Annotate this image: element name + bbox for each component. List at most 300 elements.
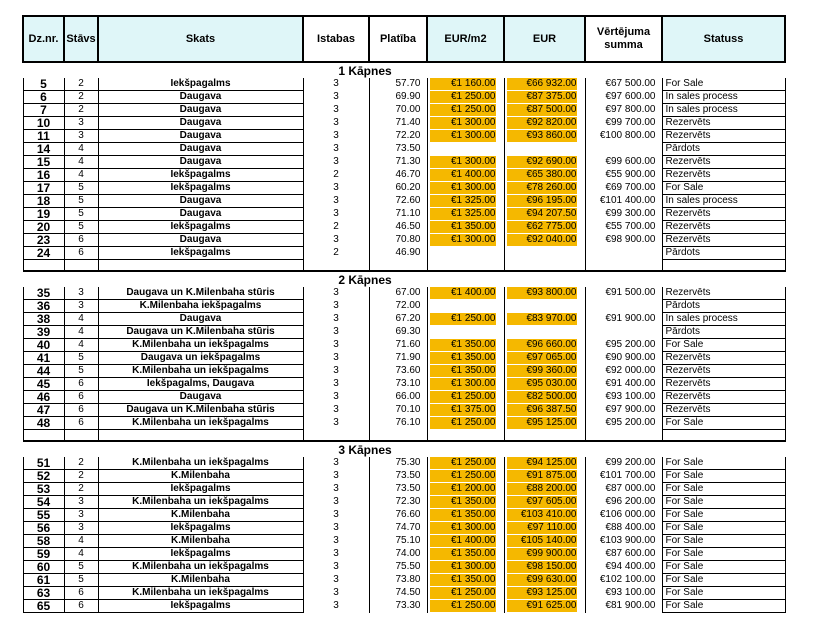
table-row bbox=[23, 339, 785, 352]
area-cell: 67.20 bbox=[369, 313, 427, 326]
rooms-cell: 3 bbox=[303, 339, 369, 352]
status-cell: Rezervēts bbox=[662, 208, 785, 221]
gap-cell bbox=[662, 260, 785, 272]
price-cell bbox=[504, 313, 585, 326]
section-gap bbox=[23, 430, 785, 442]
price-cell bbox=[504, 496, 585, 509]
price-cell-value: €87 500.00 bbox=[507, 104, 577, 116]
price-cell-value: €94 125.00 bbox=[507, 457, 577, 469]
price-cell bbox=[504, 378, 585, 391]
view-cell: Daugava bbox=[98, 117, 303, 130]
rooms-cell: 3 bbox=[303, 365, 369, 378]
price-per-m2-cell-value: €1 350.00 bbox=[430, 339, 496, 351]
apartment-number: 52 bbox=[23, 470, 64, 483]
view-cell: Iekšpagalms bbox=[98, 78, 303, 91]
header-price-m2: EUR/m2 bbox=[427, 16, 504, 62]
section-header-cell bbox=[662, 441, 785, 457]
view-cell: Daugava bbox=[98, 104, 303, 117]
price-per-m2-cell-value: €1 350.00 bbox=[430, 509, 496, 521]
apartment-number: 15 bbox=[23, 156, 64, 169]
price-cell-value: €91 625.00 bbox=[507, 600, 577, 612]
apartment-number: 23 bbox=[23, 234, 64, 247]
price-cell bbox=[504, 417, 585, 430]
price-per-m2-cell bbox=[427, 195, 504, 208]
view-cell: Iekšpagalms bbox=[98, 548, 303, 561]
status-cell: Pārdots bbox=[662, 247, 785, 260]
table-row bbox=[23, 496, 785, 509]
price-per-m2-cell bbox=[427, 352, 504, 365]
price-cell bbox=[504, 522, 585, 535]
price-per-m2-cell-value: €1 350.00 bbox=[430, 574, 496, 586]
status-cell: For Sale bbox=[662, 587, 785, 600]
view-cell: Iekšpagalms bbox=[98, 483, 303, 496]
section-header-cell bbox=[585, 271, 662, 287]
status-cell: For Sale bbox=[662, 509, 785, 522]
view-cell: Daugava bbox=[98, 195, 303, 208]
price-per-m2-cell bbox=[427, 169, 504, 182]
view-cell: Iekšpagalms bbox=[98, 221, 303, 234]
apartment-number: 44 bbox=[23, 365, 64, 378]
status-cell: For Sale bbox=[662, 535, 785, 548]
floor-cell: 6 bbox=[64, 417, 98, 430]
price-per-m2-cell bbox=[427, 130, 504, 143]
status-cell: For Sale bbox=[662, 561, 785, 574]
table-row bbox=[23, 535, 785, 548]
price-per-m2-cell-value: €1 350.00 bbox=[430, 496, 496, 508]
apartment-number: 53 bbox=[23, 483, 64, 496]
price-per-m2-cell bbox=[427, 483, 504, 496]
price-per-m2-cell-value: €1 300.00 bbox=[430, 234, 496, 246]
area-cell: 74.70 bbox=[369, 522, 427, 535]
valuation-cell: €103 900.00 bbox=[585, 535, 662, 548]
section-header bbox=[23, 441, 785, 457]
floor-cell: 6 bbox=[64, 391, 98, 404]
price-per-m2-cell-value: €1 250.00 bbox=[430, 104, 496, 116]
rooms-cell: 3 bbox=[303, 457, 369, 470]
rooms-cell: 3 bbox=[303, 130, 369, 143]
gap-cell bbox=[662, 430, 785, 442]
price-cell-value: €92 040.00 bbox=[507, 234, 577, 246]
view-cell: Daugava bbox=[98, 130, 303, 143]
section-title: 1 Kāpnes bbox=[303, 62, 427, 78]
valuation-cell: €87 000.00 bbox=[585, 483, 662, 496]
rooms-cell: 3 bbox=[303, 600, 369, 613]
status-cell: For Sale bbox=[662, 182, 785, 195]
table-row bbox=[23, 365, 785, 378]
area-cell: 73.60 bbox=[369, 365, 427, 378]
floor-cell: 6 bbox=[64, 600, 98, 613]
table-row bbox=[23, 352, 785, 365]
section-header-cell bbox=[98, 441, 303, 457]
apartment-number: 18 bbox=[23, 195, 64, 208]
status-cell: Pārdots bbox=[662, 326, 785, 339]
valuation-cell: €91 900.00 bbox=[585, 313, 662, 326]
view-cell: K.Milenbaha bbox=[98, 470, 303, 483]
floor-cell: 2 bbox=[64, 457, 98, 470]
apartment-number: 5 bbox=[23, 78, 64, 91]
table-row bbox=[23, 313, 785, 326]
floor-cell: 4 bbox=[64, 326, 98, 339]
price-per-m2-cell-value: €1 250.00 bbox=[430, 457, 496, 469]
price-cell bbox=[504, 509, 585, 522]
rooms-cell: 3 bbox=[303, 313, 369, 326]
price-cell bbox=[504, 326, 585, 339]
table-row bbox=[23, 300, 785, 313]
status-cell: For Sale bbox=[662, 522, 785, 535]
price-per-m2-cell bbox=[427, 234, 504, 247]
apartment-number: 17 bbox=[23, 182, 64, 195]
price-per-m2-cell bbox=[427, 78, 504, 91]
apartment-number: 46 bbox=[23, 391, 64, 404]
area-cell: 71.90 bbox=[369, 352, 427, 365]
gap-cell bbox=[303, 260, 369, 272]
area-cell: 72.00 bbox=[369, 300, 427, 313]
price-per-m2-cell bbox=[427, 548, 504, 561]
view-cell: K.Milenbaha bbox=[98, 574, 303, 587]
rooms-cell: 3 bbox=[303, 496, 369, 509]
valuation-cell: €95 200.00 bbox=[585, 417, 662, 430]
price-cell-value: €93 800.00 bbox=[507, 287, 577, 299]
status-cell: Rezervēts bbox=[662, 234, 785, 247]
valuation-cell bbox=[585, 326, 662, 339]
price-cell bbox=[504, 300, 585, 313]
price-cell bbox=[504, 339, 585, 352]
valuation-cell: €93 100.00 bbox=[585, 587, 662, 600]
area-cell: 74.50 bbox=[369, 587, 427, 600]
area-cell: 67.00 bbox=[369, 287, 427, 300]
price-per-m2-cell-value: €1 250.00 bbox=[430, 391, 496, 403]
table-row bbox=[23, 195, 785, 208]
price-cell bbox=[504, 574, 585, 587]
price-per-m2-cell-value: €1 350.00 bbox=[430, 221, 496, 233]
gap-cell bbox=[64, 430, 98, 442]
price-cell bbox=[504, 182, 585, 195]
gap-cell bbox=[369, 430, 427, 442]
valuation-cell: €99 700.00 bbox=[585, 117, 662, 130]
price-cell bbox=[504, 234, 585, 247]
price-cell-value: €91 875.00 bbox=[507, 470, 577, 482]
table-row bbox=[23, 574, 785, 587]
rooms-cell: 3 bbox=[303, 208, 369, 221]
table-row bbox=[23, 117, 785, 130]
status-cell: For Sale bbox=[662, 457, 785, 470]
apartment-number: 40 bbox=[23, 339, 64, 352]
price-per-m2-cell bbox=[427, 496, 504, 509]
section-header-cell bbox=[662, 271, 785, 287]
apartment-number: 11 bbox=[23, 130, 64, 143]
floor-cell: 4 bbox=[64, 313, 98, 326]
rooms-cell: 3 bbox=[303, 234, 369, 247]
apartment-number: 45 bbox=[23, 378, 64, 391]
header-price: EUR bbox=[504, 16, 585, 62]
price-per-m2-cell-value: €1 300.00 bbox=[430, 156, 496, 168]
gap-cell bbox=[504, 430, 585, 442]
view-cell: K.Milenbaha iekšpagalms bbox=[98, 300, 303, 313]
rooms-cell: 3 bbox=[303, 104, 369, 117]
area-cell: 69.90 bbox=[369, 91, 427, 104]
gap-cell bbox=[98, 430, 303, 442]
price-per-m2-cell bbox=[427, 221, 504, 234]
valuation-cell: €92 000.00 bbox=[585, 365, 662, 378]
area-cell: 69.30 bbox=[369, 326, 427, 339]
apartment-number: 54 bbox=[23, 496, 64, 509]
price-cell-value: €78 260.00 bbox=[507, 182, 577, 194]
valuation-cell: €69 700.00 bbox=[585, 182, 662, 195]
status-cell: For Sale bbox=[662, 417, 785, 430]
price-per-m2-cell bbox=[427, 391, 504, 404]
status-cell: In sales process bbox=[662, 91, 785, 104]
price-cell bbox=[504, 561, 585, 574]
status-cell: Rezervēts bbox=[662, 391, 785, 404]
area-cell: 60.20 bbox=[369, 182, 427, 195]
table-row bbox=[23, 391, 785, 404]
valuation-cell: €93 100.00 bbox=[585, 391, 662, 404]
price-cell-value: €65 380.00 bbox=[507, 169, 577, 181]
floor-cell: 3 bbox=[64, 509, 98, 522]
price-per-m2-cell bbox=[427, 326, 504, 339]
status-cell: For Sale bbox=[662, 496, 785, 509]
table-row bbox=[23, 561, 785, 574]
apartment-number: 63 bbox=[23, 587, 64, 600]
apartment-number: 47 bbox=[23, 404, 64, 417]
price-cell-value: €99 360.00 bbox=[507, 365, 577, 377]
view-cell: Daugava bbox=[98, 91, 303, 104]
floor-cell: 3 bbox=[64, 130, 98, 143]
apartment-price-list bbox=[22, 15, 784, 613]
price-cell bbox=[504, 104, 585, 117]
status-cell: Rezervēts bbox=[662, 169, 785, 182]
price-per-m2-cell bbox=[427, 182, 504, 195]
section-header-cell bbox=[64, 271, 98, 287]
price-cell bbox=[504, 352, 585, 365]
view-cell: K.Milenbaha un iekšpagalms bbox=[98, 365, 303, 378]
valuation-cell bbox=[585, 300, 662, 313]
gap-cell bbox=[64, 260, 98, 272]
price-cell-value: €98 150.00 bbox=[507, 561, 577, 573]
price-cell-value: €93 125.00 bbox=[507, 587, 577, 599]
price-cell bbox=[504, 117, 585, 130]
section-header-cell bbox=[23, 271, 64, 287]
table-row bbox=[23, 417, 785, 430]
status-cell: For Sale bbox=[662, 483, 785, 496]
area-cell: 75.10 bbox=[369, 535, 427, 548]
area-cell: 75.30 bbox=[369, 457, 427, 470]
header-row bbox=[23, 16, 785, 62]
rooms-cell: 3 bbox=[303, 470, 369, 483]
table-row bbox=[23, 130, 785, 143]
valuation-cell: €88 400.00 bbox=[585, 522, 662, 535]
rooms-cell: 3 bbox=[303, 535, 369, 548]
floor-cell: 5 bbox=[64, 208, 98, 221]
area-cell: 73.50 bbox=[369, 143, 427, 156]
header-floor: Stāvs bbox=[64, 16, 98, 62]
price-cell-value: €99 630.00 bbox=[507, 574, 577, 586]
price-per-m2-cell-value: €1 250.00 bbox=[430, 417, 496, 429]
section-header-cell bbox=[662, 62, 785, 78]
apartment-number: 41 bbox=[23, 352, 64, 365]
price-table bbox=[22, 15, 786, 613]
price-cell-value: €92 690.00 bbox=[507, 156, 577, 168]
apartment-number: 59 bbox=[23, 548, 64, 561]
table-row bbox=[23, 234, 785, 247]
section-header-cell bbox=[427, 62, 504, 78]
valuation-cell: €99 600.00 bbox=[585, 156, 662, 169]
price-cell bbox=[504, 195, 585, 208]
apartment-number: 65 bbox=[23, 600, 64, 613]
price-per-m2-cell bbox=[427, 247, 504, 260]
gap-cell bbox=[585, 430, 662, 442]
price-cell-value: €88 200.00 bbox=[507, 483, 577, 495]
valuation-cell: €96 200.00 bbox=[585, 496, 662, 509]
valuation-cell: €94 400.00 bbox=[585, 561, 662, 574]
area-cell: 71.10 bbox=[369, 208, 427, 221]
price-cell-value: €95 125.00 bbox=[507, 417, 577, 429]
price-cell-value: €97 065.00 bbox=[507, 352, 577, 364]
status-cell: Rezervēts bbox=[662, 156, 785, 169]
apartment-number: 16 bbox=[23, 169, 64, 182]
floor-cell: 3 bbox=[64, 522, 98, 535]
rooms-cell: 2 bbox=[303, 247, 369, 260]
price-cell bbox=[504, 483, 585, 496]
status-cell: For Sale bbox=[662, 574, 785, 587]
apartment-number: 6 bbox=[23, 91, 64, 104]
table-row bbox=[23, 509, 785, 522]
price-cell bbox=[504, 391, 585, 404]
table-row bbox=[23, 287, 785, 300]
price-per-m2-cell-value: €1 350.00 bbox=[430, 352, 496, 364]
status-cell: For Sale bbox=[662, 600, 785, 613]
price-cell-value: €105 140.00 bbox=[507, 535, 577, 547]
section-header bbox=[23, 62, 785, 78]
section-header bbox=[23, 271, 785, 287]
table-row bbox=[23, 247, 785, 260]
table-row bbox=[23, 156, 785, 169]
area-cell: 71.40 bbox=[369, 117, 427, 130]
price-per-m2-cell-value: €1 325.00 bbox=[430, 195, 496, 207]
gap-cell bbox=[427, 430, 504, 442]
view-cell: Iekšpagalms bbox=[98, 600, 303, 613]
view-cell: K.Milenbaha un iekšpagalms bbox=[98, 561, 303, 574]
floor-cell: 6 bbox=[64, 247, 98, 260]
apartment-number: 38 bbox=[23, 313, 64, 326]
apartment-number: 35 bbox=[23, 287, 64, 300]
price-cell bbox=[504, 587, 585, 600]
section-title: 2 Kāpnes bbox=[303, 271, 427, 287]
price-cell bbox=[504, 470, 585, 483]
price-cell bbox=[504, 78, 585, 91]
area-cell: 73.50 bbox=[369, 470, 427, 483]
view-cell: Daugava bbox=[98, 208, 303, 221]
area-cell: 46.70 bbox=[369, 169, 427, 182]
price-per-m2-cell bbox=[427, 91, 504, 104]
apartment-number: 48 bbox=[23, 417, 64, 430]
status-cell: For Sale bbox=[662, 78, 785, 91]
section-header-cell bbox=[504, 62, 585, 78]
rooms-cell: 3 bbox=[303, 417, 369, 430]
apartment-number: 51 bbox=[23, 457, 64, 470]
price-cell-value: €97 605.00 bbox=[507, 496, 577, 508]
view-cell: Daugava bbox=[98, 391, 303, 404]
valuation-cell: €97 800.00 bbox=[585, 104, 662, 117]
table-row bbox=[23, 457, 785, 470]
floor-cell: 4 bbox=[64, 169, 98, 182]
section-header-cell bbox=[64, 62, 98, 78]
view-cell: Daugava bbox=[98, 234, 303, 247]
valuation-cell: €99 200.00 bbox=[585, 457, 662, 470]
price-cell-value: €62 775.00 bbox=[507, 221, 577, 233]
table-row bbox=[23, 221, 785, 234]
valuation-cell: €95 200.00 bbox=[585, 339, 662, 352]
rooms-cell: 3 bbox=[303, 391, 369, 404]
rooms-cell: 3 bbox=[303, 326, 369, 339]
price-cell bbox=[504, 156, 585, 169]
price-per-m2-cell-value: €1 160.00 bbox=[430, 78, 496, 90]
view-cell: K.Milenbaha un iekšpagalms bbox=[98, 339, 303, 352]
area-cell: 73.10 bbox=[369, 378, 427, 391]
price-per-m2-cell-value: €1 300.00 bbox=[430, 182, 496, 194]
valuation-cell: €67 500.00 bbox=[585, 78, 662, 91]
floor-cell: 3 bbox=[64, 287, 98, 300]
price-cell-value: €92 820.00 bbox=[507, 117, 577, 129]
view-cell: K.Milenbaha bbox=[98, 509, 303, 522]
rooms-cell: 3 bbox=[303, 587, 369, 600]
header-area: Platība bbox=[369, 16, 427, 62]
price-per-m2-cell-value: €1 400.00 bbox=[430, 287, 496, 299]
price-per-m2-cell bbox=[427, 313, 504, 326]
apartment-number: 36 bbox=[23, 300, 64, 313]
rooms-cell: 3 bbox=[303, 182, 369, 195]
apartment-number: 19 bbox=[23, 208, 64, 221]
floor-cell: 5 bbox=[64, 574, 98, 587]
area-cell: 73.30 bbox=[369, 600, 427, 613]
area-cell: 57.70 bbox=[369, 78, 427, 91]
rooms-cell: 3 bbox=[303, 78, 369, 91]
area-cell: 71.30 bbox=[369, 156, 427, 169]
apartment-number: 14 bbox=[23, 143, 64, 156]
area-cell: 71.60 bbox=[369, 339, 427, 352]
view-cell: K.Milenbaha un iekšpagalms bbox=[98, 417, 303, 430]
floor-cell: 5 bbox=[64, 221, 98, 234]
floor-cell: 4 bbox=[64, 548, 98, 561]
apartment-number: 60 bbox=[23, 561, 64, 574]
header-status: Statuss bbox=[662, 16, 785, 62]
view-cell: Iekšpagalms, Daugava bbox=[98, 378, 303, 391]
header-rooms: Istabas bbox=[303, 16, 369, 62]
price-cell bbox=[504, 287, 585, 300]
view-cell: K.Milenbaha un iekšpagalms bbox=[98, 457, 303, 470]
price-per-m2-cell bbox=[427, 156, 504, 169]
price-cell bbox=[504, 457, 585, 470]
status-cell: In sales process bbox=[662, 313, 785, 326]
area-cell: 73.80 bbox=[369, 574, 427, 587]
price-cell bbox=[504, 247, 585, 260]
valuation-cell: €55 700.00 bbox=[585, 221, 662, 234]
area-cell: 70.00 bbox=[369, 104, 427, 117]
valuation-cell: €90 900.00 bbox=[585, 352, 662, 365]
price-cell-value: €95 030.00 bbox=[507, 378, 577, 390]
table-row bbox=[23, 483, 785, 496]
view-cell: K.Milenbaha un iekšpagalms bbox=[98, 587, 303, 600]
table-row bbox=[23, 182, 785, 195]
header-view: Skats bbox=[98, 16, 303, 62]
table-row bbox=[23, 470, 785, 483]
price-cell-value: €83 970.00 bbox=[507, 313, 577, 325]
floor-cell: 6 bbox=[64, 587, 98, 600]
area-cell: 73.50 bbox=[369, 483, 427, 496]
section-header-cell bbox=[98, 62, 303, 78]
price-per-m2-cell-value: €1 400.00 bbox=[430, 169, 496, 181]
valuation-cell: €101 700.00 bbox=[585, 470, 662, 483]
